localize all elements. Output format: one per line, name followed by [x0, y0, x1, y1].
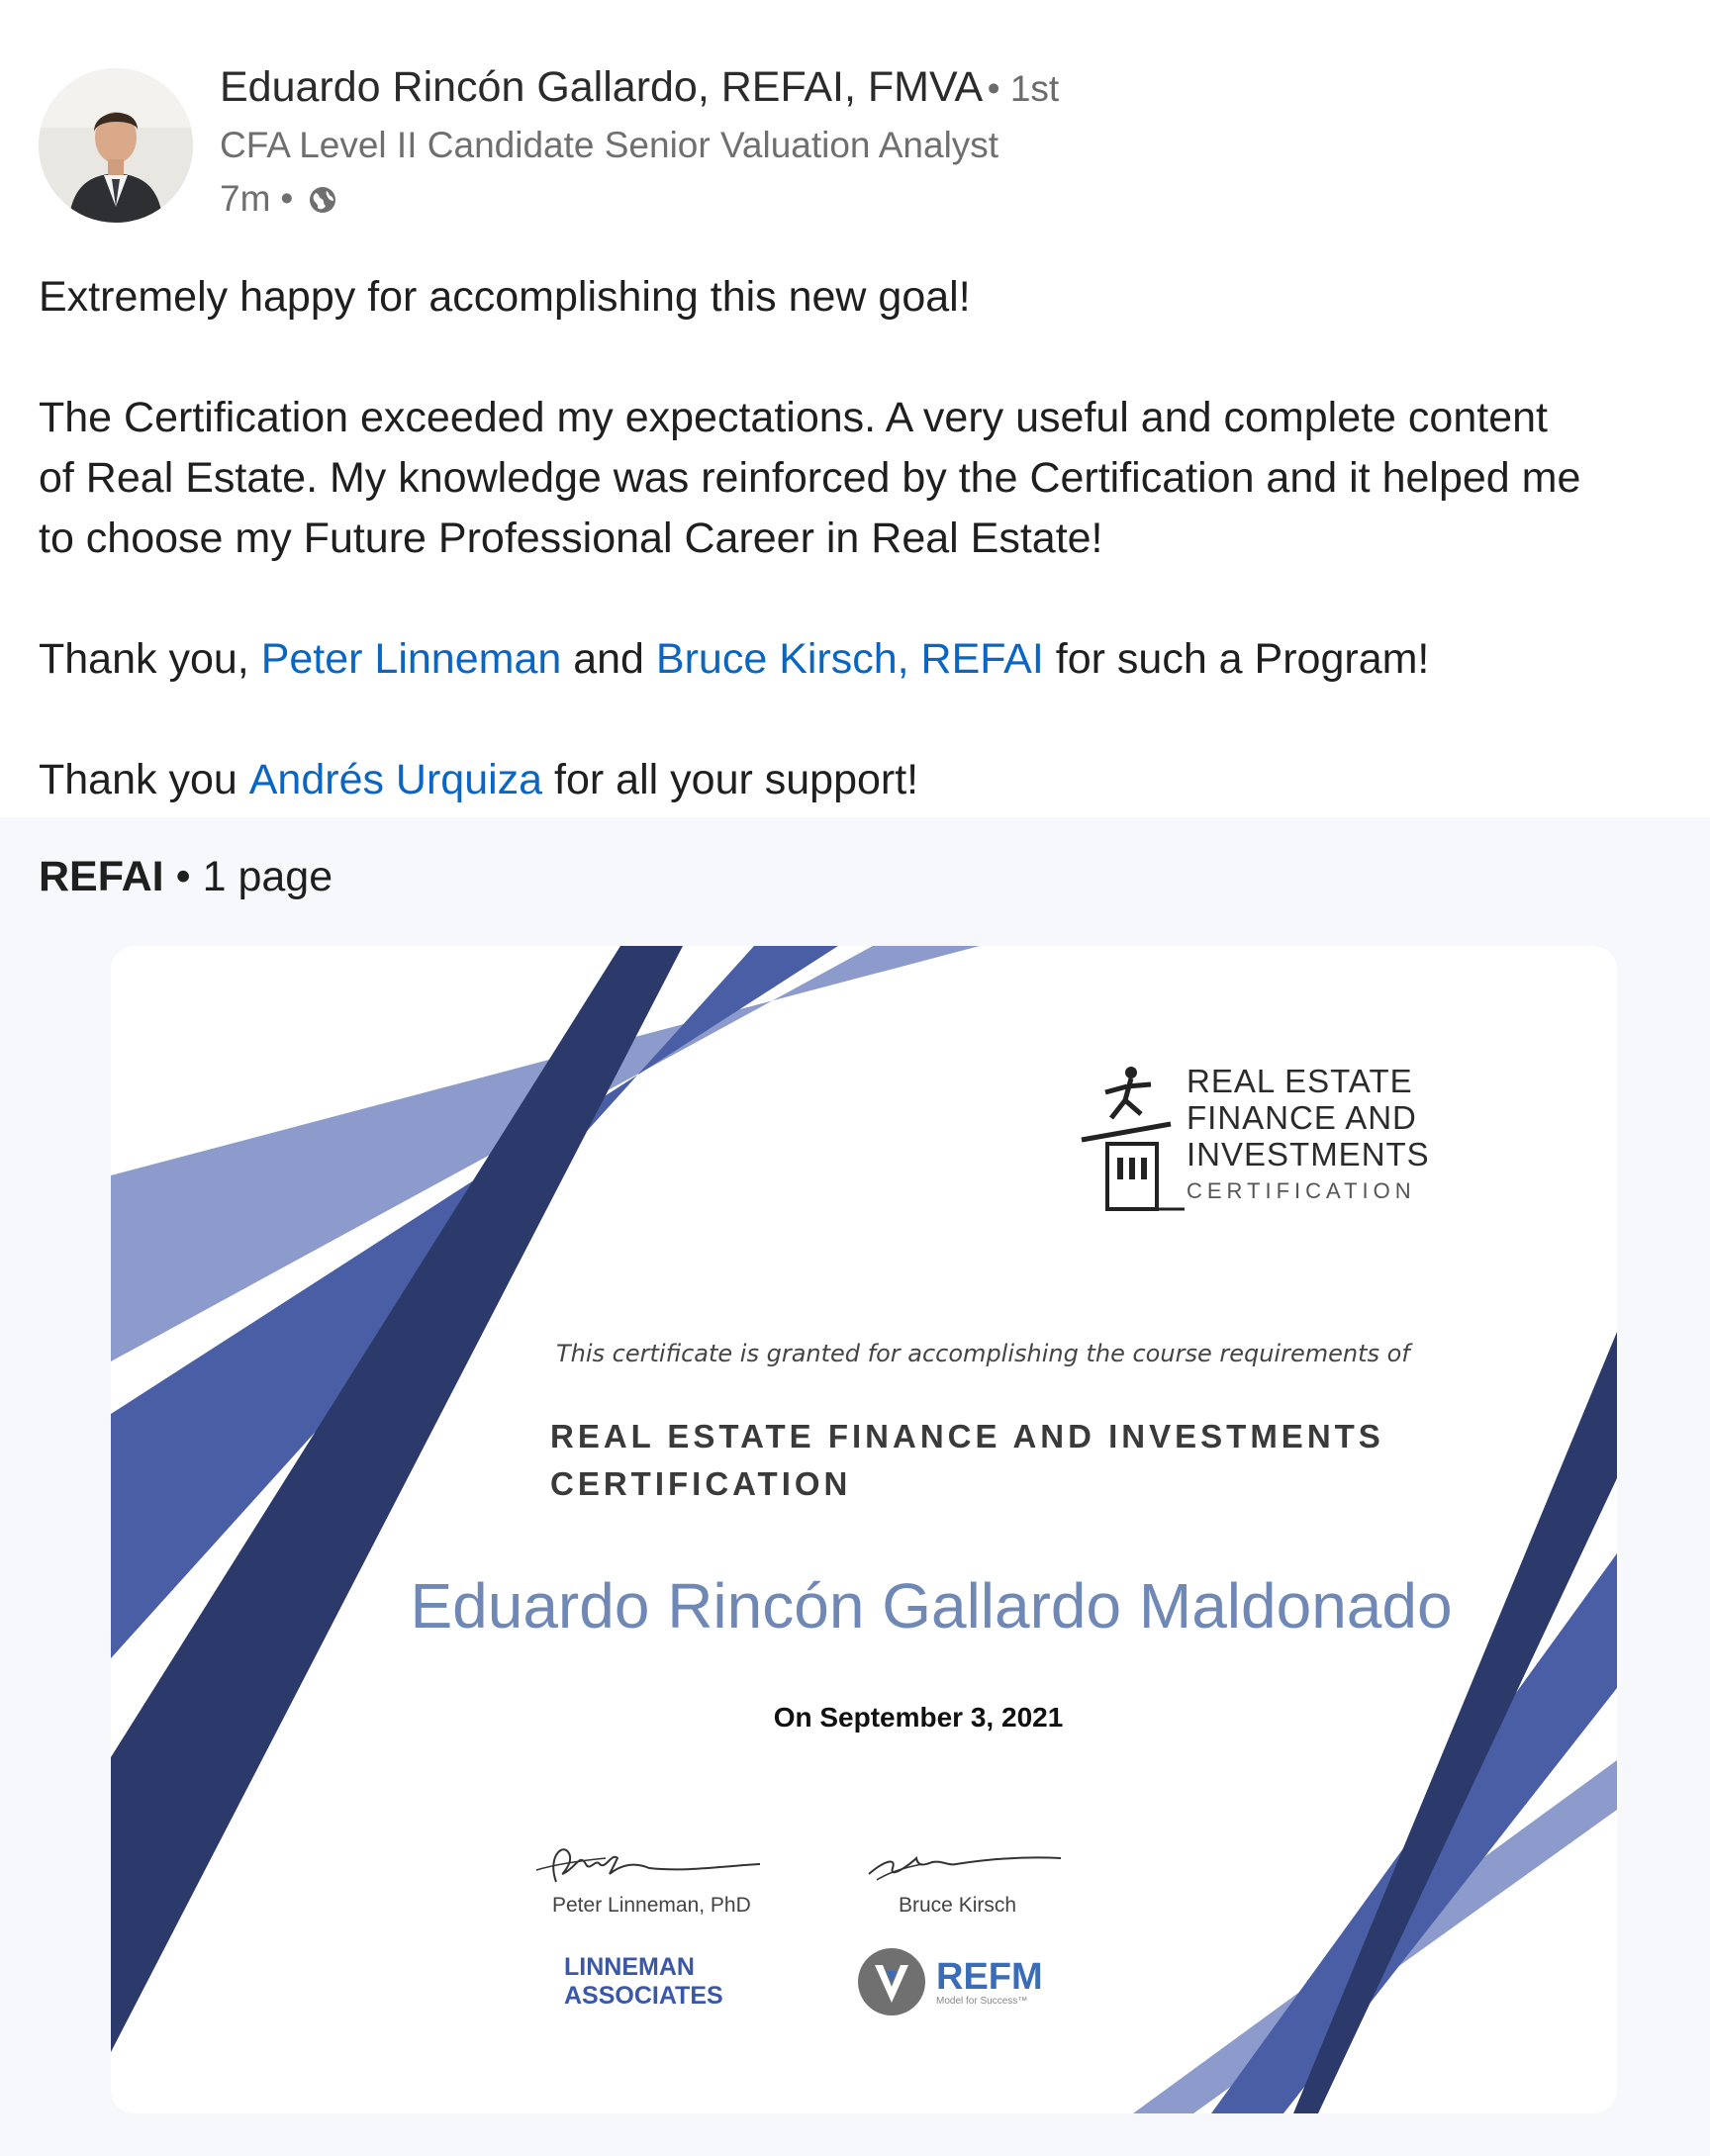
signer-1-name: Peter Linneman, PhD	[552, 1894, 751, 1917]
recipient-name: Eduardo Rincón Gallardo Maldonado	[410, 1570, 1453, 1641]
avatar[interactable]	[39, 68, 193, 223]
mention-andres-urquiza[interactable]: Andrés Urquiza	[248, 756, 543, 803]
post-header	[0, 0, 1710, 237]
post-body	[39, 267, 1681, 810]
thanks-prefix: Thank you,	[39, 635, 261, 683]
logo-wordmark	[1187, 1063, 1430, 1204]
linneman-associates-logo	[564, 1953, 723, 2011]
refm-logo	[857, 1947, 1043, 2016]
signer-2-name: Bruce Kirsch	[899, 1894, 1017, 1917]
author-line	[220, 63, 1059, 119]
thanks2-prefix: Thank you	[39, 756, 249, 803]
thanks-mid: and	[561, 635, 656, 683]
refm-emblem-icon	[857, 1947, 926, 2016]
thanks2-suffix: for all your support!	[542, 756, 919, 803]
post-line-4: to choose my Future Professional Career in Real Estate!	[39, 515, 1103, 562]
logo-figure-icon	[1076, 1063, 1187, 1211]
post-thanks-1	[39, 629, 1681, 690]
post-line-1: Extremely happy for accomplishing this new goal!	[39, 273, 971, 321]
post-thanks-2	[39, 750, 1681, 810]
refai-logo	[1076, 1063, 1432, 1211]
post-line-2: The Certification exceeded my expectations. A very useful and complete content	[39, 394, 1548, 441]
org1-line-1: LINNEMAN	[564, 1953, 695, 1981]
refm-wordmark: REFM	[936, 1955, 1043, 1998]
course-title	[550, 1413, 1384, 1508]
document-title: REFAI • 1 page	[39, 853, 333, 900]
document-attachment[interactable]	[0, 817, 1710, 2156]
course-title-line-1: REAL ESTATE FINANCE AND INVESTMENTS	[550, 1418, 1384, 1454]
signature-block-kirsch	[853, 1834, 1071, 1918]
connection-degree-prefix: •	[987, 68, 1010, 109]
document-page-count: 1 page	[202, 853, 333, 900]
author-headline: CFA Level II Candidate Senior Valuation Analyst	[220, 125, 999, 165]
mention-bruce-kirsch[interactable]: Bruce Kirsch, REFAI	[655, 635, 1044, 683]
logo-subtitle: CERTIFICATION	[1187, 1178, 1416, 1203]
post-meta	[220, 178, 338, 220]
org1-line-2: ASSOCIATES	[564, 1982, 723, 2010]
logo-line-2: FINANCE AND	[1187, 1099, 1417, 1136]
signature-kirsch-icon	[853, 1834, 1071, 1894]
post-line-3: of Real Estate. My knowledge was reinforced by the Certification and it helped me	[39, 454, 1581, 502]
refm-tagline: Model for Success™	[936, 1995, 1028, 2007]
mention-peter-linneman[interactable]: Peter Linneman	[260, 635, 562, 683]
meta-separator: •	[280, 178, 294, 219]
certificate-statement: This certificate is granted for accomplishing the course requirements of	[556, 1340, 1410, 1367]
avatar-photo	[39, 68, 193, 223]
certificate-date: On September 3, 2021	[773, 1702, 1064, 1733]
post-time: 7m	[220, 178, 271, 219]
connection-degree: 1st	[1009, 68, 1060, 109]
signature-block-linneman	[526, 1834, 784, 1918]
signature-linneman-icon	[526, 1834, 784, 1894]
logo-line-1: REAL ESTATE	[1187, 1063, 1413, 1099]
certificate-page[interactable]	[111, 946, 1617, 2113]
course-title-line-2: CERTIFICATION	[550, 1465, 852, 1502]
globe-icon	[307, 183, 338, 215]
thanks-suffix: for such a Program!	[1043, 635, 1430, 683]
logo-line-3: INVESTMENTS	[1187, 1136, 1430, 1172]
document-name: REFAI	[39, 853, 164, 900]
author-name[interactable]: Eduardo Rincón Gallardo, REFAI, FMVA	[220, 63, 984, 111]
